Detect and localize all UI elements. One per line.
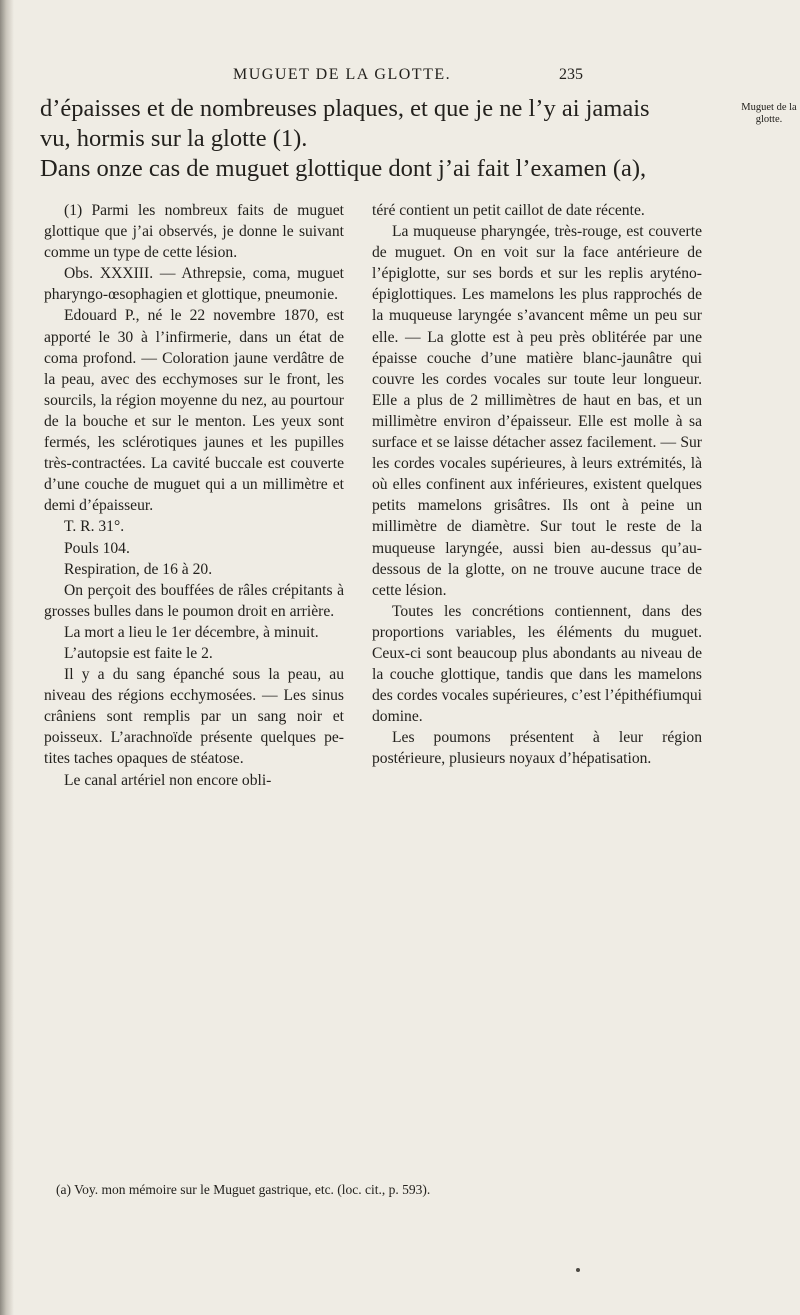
- observation-heading: Obs. XXXIII. — Athrepsie, coma, muguet pharyngo-œsophagien et glottique, pneumonie.: [44, 265, 344, 304]
- page-gutter-shadow: [0, 0, 14, 1315]
- observation-paragraph: La mort a lieu le 1er décembre, à minuit.: [64, 623, 319, 641]
- intro-line-2: vu, hormis sur la glotte (1).: [40, 125, 308, 152]
- autopsy-paragraph: Toutes les concrétions contiennent, dans des proportions variables, les éléments du muguet. Ceux-ci sont beaucoup plus abondants au niveau de la couche glottique, tandis que dans les mamelons des cordes vocales supérieures, c’est l’épithéfiumqui domine.: [372, 602, 702, 726]
- autopsy-paragraph: La muqueuse pharyngée, très-rouge, est couverte de muguet. On en voit sur la face antérieure de l’épiglotte, sur ses bords et sur les replis aryténo-épiglottiques. Les mamelons les plus rapprochés de la muqueuse laryngée s’avancent même un peu sur elle. — La glotte est à peu près oblitérée par une épaisse couche d’une matière blanc-jaunâtre qui couvre les cordes vocales sur toute leur longueur. Elle a plus de 2 millimètres de haut en bas, et un millimètre environ d’épaisseur. Elle est molle à sa surface et se laisse détacher assez facilement. — Sur les cordes vocales supérieures, à leurs extrémités, là où elles confinent aux inférieures, existent quelques petits mamelons grisâtres. Ils ont à peine un millimètre de diamètre. Sur tout le reste de la muqueuse laryngée, aussi bien au-dessus qu’au-dessous de la glotte, on ne trouve aucune trace de cette lésion.: [372, 223, 702, 599]
- autopsy-paragraph: Les poumons présentent à leur région postérieure, plusieurs noyaux d’hépatisation.: [372, 729, 702, 768]
- vital-pulse: Pouls 104.: [64, 539, 130, 557]
- autopsy-paragraph: Il y a du sang épanché sous la peau, au niveau des régions ecchymosées. — Les sinus crâniens sont remplis par un sang noir et poisseux. L’arachnoïde présente quelques petites taches opaques de stéatose.: [44, 666, 344, 768]
- vital-temperature: T. R. 31°.: [64, 518, 125, 536]
- intro-line-1: d’épaisses et de nombreuses plaques, et que je ne l’y ai jamais: [40, 95, 650, 122]
- autopsy-paragraph: L’autopsie est faite le 2.: [64, 644, 213, 662]
- page-number: 235: [559, 66, 583, 83]
- intro-text: [40, 94, 728, 184]
- autopsy-paragraph: Le canal artériel non encore obli-: [64, 771, 272, 789]
- margin-note: Muguet de la glotte.: [741, 102, 797, 125]
- running-head: [233, 66, 583, 84]
- intro-line-3: Dans onze cas de muguet glottique dont j’ai fait l’examen (a),: [40, 155, 647, 182]
- vital-respiration: Respiration, de 16 à 20.: [64, 560, 213, 578]
- footnote-right-column: [372, 200, 702, 770]
- autopsy-paragraph: téré contient un petit caillot de date récente.: [372, 202, 645, 219]
- observation-paragraph: On perçoit des bouffées de râles crépitants à grosses bulles dans le poumon droit en arrière.: [44, 581, 344, 620]
- footnote-left-column: [44, 200, 344, 791]
- footnote-a: (a) Voy. mon mémoire sur le Muguet gastrique, etc. (loc. cit., p. 593).: [56, 1182, 431, 1197]
- note-paragraph: (1) Parmi les nombreux faits de muguet glottique que j’ai observés, je donne le suivant comme un type de cette lésion.: [44, 202, 344, 262]
- scan-speck: [576, 1268, 580, 1272]
- running-title: MUGUET DE LA GLOTTE.: [233, 66, 452, 83]
- observation-paragraph: Edouard P., né le 22 novembre 1870, est apporté le 30 à l’infirmerie, dans un état de coma profond. — Coloration jaune verdâtre de la peau, avec des ecchymoses sur le front, les sourcils, la région moyenne du nez, au pourtour de la bouche et sur le menton. Les yeux sont fermés, les sclérotiques jaunes et les pupilles très-contractées. La cavité buccale est couverte d’une couche de muguet qui a un millimètre et demi d’épaisseur.: [44, 307, 344, 515]
